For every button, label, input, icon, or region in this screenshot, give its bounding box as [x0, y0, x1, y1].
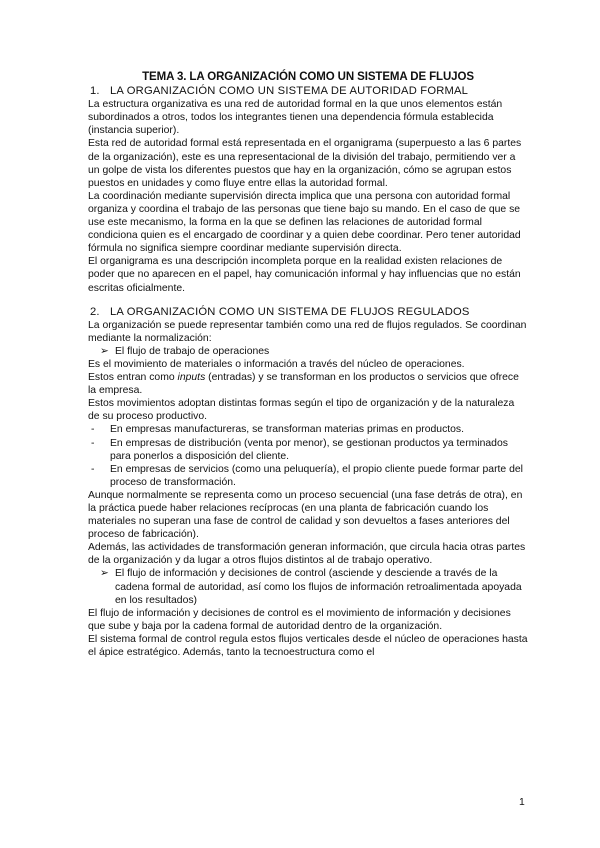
section-1-paragraph: El organigrama es una descripción incompleta porque en la realidad existen relaciones de poder que no aparecen en el papel, hay comunicación informal y hay influencias que no están escritas oficialmente. — [88, 256, 521, 294]
text-run: Estos entran como — [88, 372, 178, 384]
section-2-paragraph: Aunque normalmente se representa como un proceso secuencial (una fase detrás de otra), en la práctica puede haber relaciones recíprocas (en una planta de fabricación cuando los materiales no superan una fase de control de calidad y son devueltos a fases anteriores del proceso de fabricación). — [88, 489, 523, 541]
section-2-paragraph: Además, las actividades de transformación generan información, que circula hacia otras partes de la organización y da lugar a otros flujos distintos al de trabajo operativo. — [88, 542, 526, 567]
arrow-bullet-item — [88, 345, 528, 358]
arrow-bullet-text: El flujo de trabajo de operaciones — [115, 345, 270, 357]
section-2-paragraph: El flujo de información y decisiones de control es el movimiento de información y decisiones que sube y baja por la cadena formal de autoridad dentro de la organización. — [88, 607, 511, 632]
dash-list-item — [88, 437, 528, 463]
dash-bullet-icon: - — [91, 463, 95, 475]
arrow-bullet-icon: ➢ — [100, 568, 109, 580]
section-gap — [88, 295, 528, 306]
section-1-paragraph: La estructura organizativa es una red de autoridad formal en la que unos elementos están subordinados a otros, todos los integrantes tienen una dependencia fórmula establecida (instancia superior). — [88, 99, 503, 137]
section-1-heading-text: LA ORGANIZACIÓN COMO UN SISTEMA DE AUTORIDAD FORMAL — [110, 85, 469, 98]
section-2-paragraph: Estos movimientos adoptan distintas formas según el tipo de organización y de la naturaleza de su proceso productivo. — [88, 398, 515, 423]
section-1-paragraph: La coordinación mediante supervisión directa implica que una persona con autoridad formal organiza y coordina el trabajo de las personas que tiene bajo su mando. En el caso de que se use este mecanismo, la forma en la que se definen las relaciones de autoridad formal condiciona quien es el encargado de coordinar y a quien debe coordinar. Pero tener autoridad fórmula no significa siempre coordinar mediante supervisión directa. — [88, 190, 521, 255]
section-1-paragraph: Esta red de autoridad formal está representada en el organigrama (superpuesto a las 6 partes de la organización), este es una representacional de la división del trabajo, permitiendo ver a un golpe de vista los diferentes puestos que hay en la organización, cómo se agrupan estos puestos en unidades y como fluye entre ellas la autoridad formal. — [88, 138, 522, 189]
dash-list-text: En empresas de distribución (venta por menor), se gestionan productos ya terminados para ponerlos a disposición del cliente. — [110, 437, 508, 462]
section-1-number: 1. — [90, 85, 100, 98]
document-body — [88, 71, 528, 659]
text-run: (entradas) y se transforman en los productos o servicios que ofrece la empresa. — [88, 372, 519, 397]
section-2-intro: La organización se puede representar también como una red de flujos regulados. Se coordinan mediante la normalización: — [88, 319, 527, 344]
emphasis-text: inputs — [177, 372, 206, 384]
arrow-bullet-text: El flujo de información y decisiones de control (asciende y desciende a través de la cadena formal de autoridad, así como los flujos de información retroalimentada apoyada en los resultados) — [115, 568, 522, 606]
section-2-heading-text: LA ORGANIZACIÓN COMO UN SISTEMA DE FLUJOS REGULADOS — [110, 305, 470, 318]
dash-bullet-icon: - — [91, 424, 95, 436]
document-title: TEMA 3. LA ORGANIZACIÓN COMO UN SISTEMA DE FLUJOS — [142, 71, 474, 83]
dash-list-text: En empresas de servicios (como una peluquería), el propio cliente puede formar parte del proceso de transformación. — [110, 463, 523, 488]
section-2-paragraph: El sistema formal de control regula estos flujos verticales desde el núcleo de operaciones hasta el ápice estratégico. Además, tanto la tecnoestructura como el — [88, 633, 528, 659]
arrow-bullet-item — [88, 567, 528, 606]
section-2-heading — [88, 306, 528, 319]
dash-list-item — [88, 423, 528, 436]
section-1-heading — [88, 85, 528, 98]
dash-list-text: En empresas manufactureras, se transforman materias primas en productos. — [110, 424, 465, 436]
dash-bullet-icon: - — [91, 437, 95, 449]
dash-list-item — [88, 463, 528, 489]
section-2-number: 2. — [90, 305, 100, 318]
section-2-paragraph — [88, 371, 528, 397]
section-2-paragraph: Es el movimiento de materiales o información a través del núcleo de operaciones. — [88, 358, 465, 370]
arrow-bullet-icon: ➢ — [100, 345, 109, 357]
page-number: 1 — [519, 797, 525, 808]
